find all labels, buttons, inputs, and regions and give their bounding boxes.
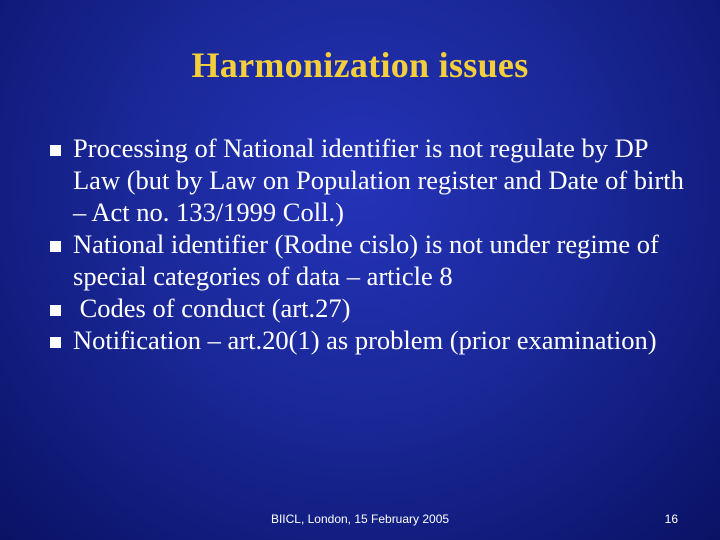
- bullet-item: [50, 228, 690, 292]
- slide-title: Harmonization issues: [191, 45, 529, 85]
- bullet-item: [50, 132, 690, 228]
- bullet-list: [50, 132, 690, 356]
- slide-footer: BIICL, London, 15 February 2005: [270, 512, 450, 526]
- bullet-item: [50, 324, 690, 356]
- square-bullet-icon: [50, 337, 61, 348]
- bullet-item: [50, 292, 690, 324]
- bullet-text: Processing of National identifier is not regulate by DP Law (but by Law on Population register and Date of birth – Act no. 133/1999 Coll.): [73, 133, 684, 227]
- bullet-text: National identifier (Rodne cislo) is not under regime of special categories of data – article 8: [73, 229, 659, 291]
- square-bullet-icon: [50, 305, 61, 316]
- page-number: 16: [664, 512, 678, 526]
- bullet-text: Notification – art.20(1) as problem (prior examination): [73, 325, 657, 355]
- bullet-text: Codes of conduct (art.27): [73, 293, 351, 323]
- square-bullet-icon: [50, 241, 61, 252]
- square-bullet-icon: [50, 145, 61, 156]
